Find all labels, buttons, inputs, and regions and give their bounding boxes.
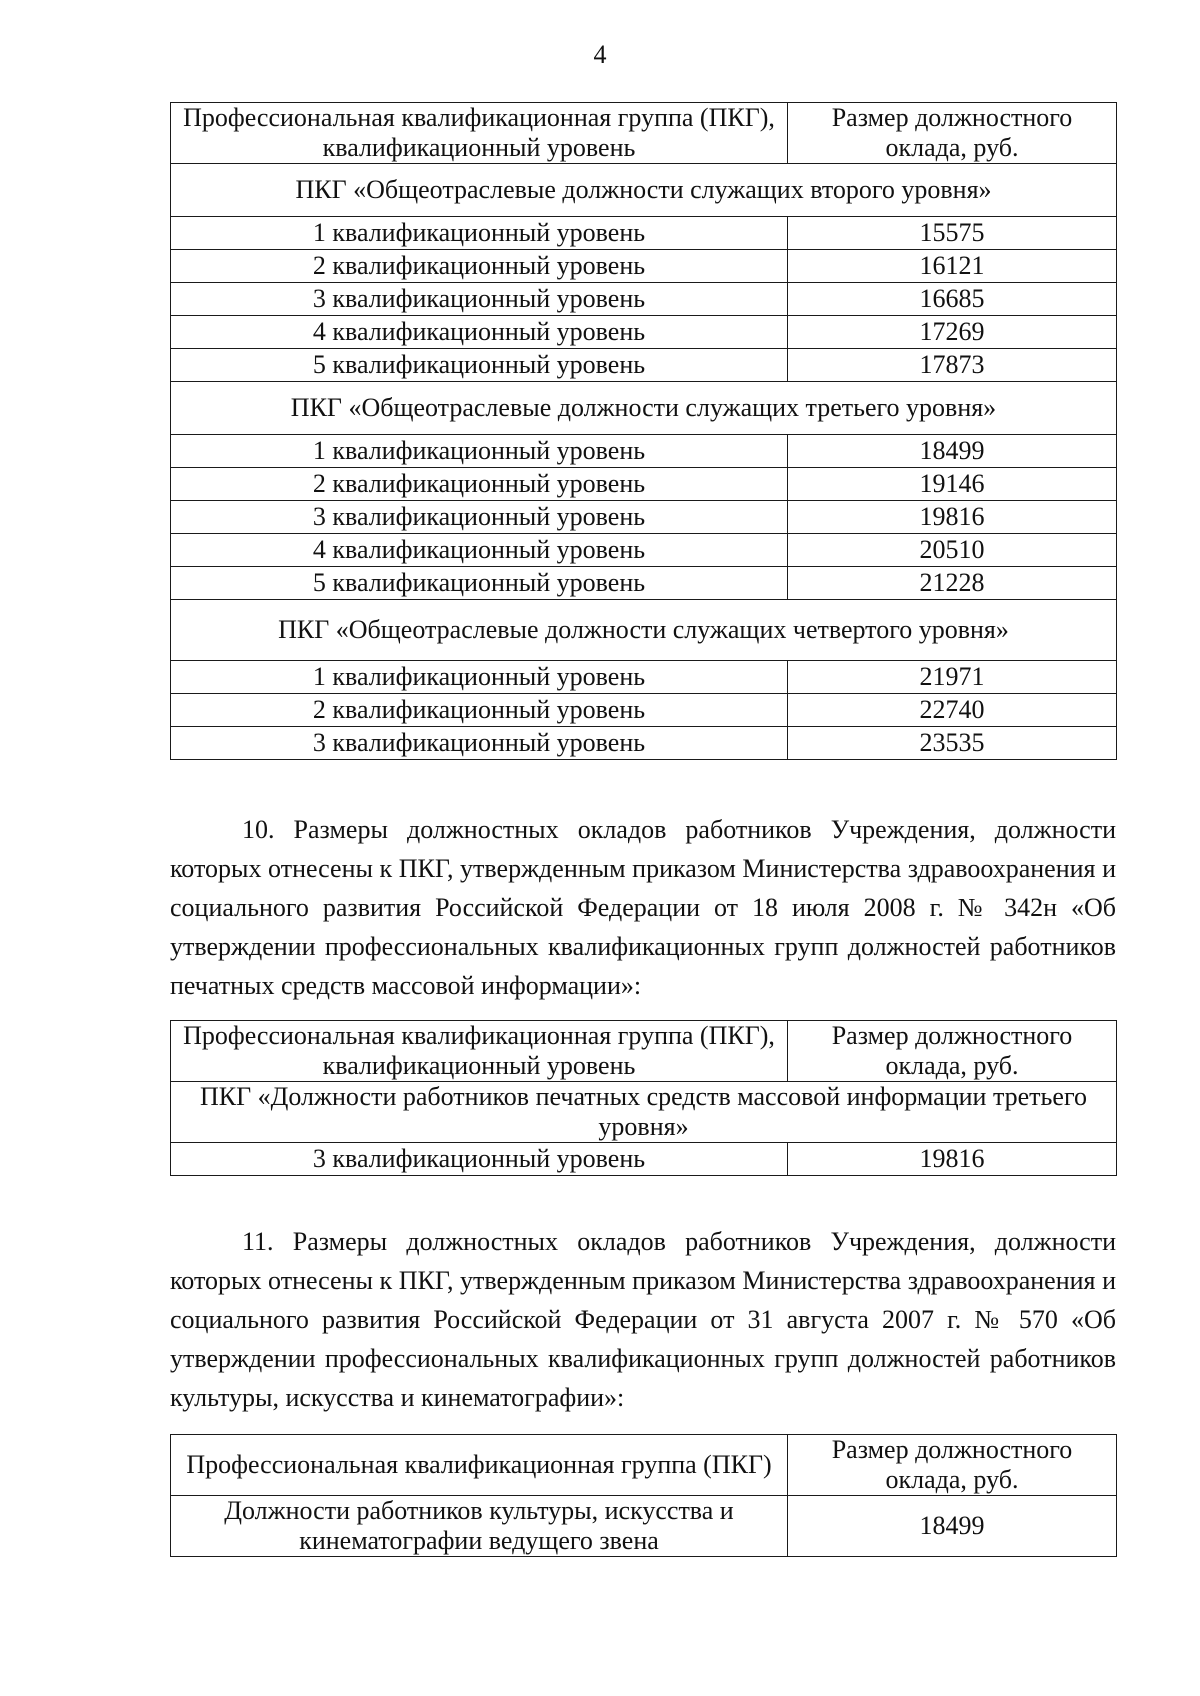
qualification-level: 2 квалификационный уровень [171, 250, 788, 283]
qualification-level: 1 квалификационный уровень [171, 217, 788, 250]
salary-value: 16685 [788, 283, 1117, 316]
table-header-row [171, 103, 1117, 164]
table-header-row [171, 1021, 1117, 1082]
salary-value: 23535 [788, 727, 1117, 760]
salary-table-press-workers [170, 1020, 1117, 1176]
salary-value: 19816 [788, 1143, 1117, 1176]
table-row [171, 349, 1117, 382]
salary-value: 17269 [788, 316, 1117, 349]
group-title: ПКГ «Должности работников печатных средств массовой информации третьего уровня» [171, 1082, 1117, 1143]
group-row [171, 382, 1117, 435]
table-row [171, 468, 1117, 501]
paragraph-11: 11. Размеры должностных окладов работников Учреждения, должности которых отнесены к ПКГ, утвержденным приказом Министерства здравоохранения и социального развития Российской Федерации от 31 августа 2007 г. № 570 «Об утверждении профессиональных квалификационных групп должностей работников культуры, искусства и кинематографии»: [170, 1227, 1116, 1412]
group-row [171, 600, 1117, 661]
group-title: ПКГ «Общеотраслевые должности служащих четвертого уровня» [171, 600, 1117, 661]
table-row [171, 694, 1117, 727]
salary-value: 17873 [788, 349, 1117, 382]
salary-value: 16121 [788, 250, 1117, 283]
table-header-row [171, 1435, 1117, 1496]
qualification-level: 1 квалификационный уровень [171, 661, 788, 694]
header-group-level: Профессиональная квалификационная группа (ПКГ), квалификационный уровень [171, 1021, 788, 1082]
salary-value: 15575 [788, 217, 1117, 250]
qualification-level: 5 квалификационный уровень [171, 349, 788, 382]
group-row [171, 1082, 1117, 1143]
table-row [171, 1143, 1117, 1176]
position-group: Должности работников культуры, искусства и кинематографии ведущего звена [171, 1496, 788, 1557]
group-title: ПКГ «Общеотраслевые должности служащих третьего уровня» [171, 382, 1117, 435]
table-row [171, 501, 1117, 534]
salary-value: 18499 [788, 435, 1117, 468]
group-row [171, 164, 1117, 217]
salary-value: 21971 [788, 661, 1117, 694]
qualification-level: 3 квалификационный уровень [171, 1143, 788, 1176]
header-salary: Размер должностного оклада, руб. [788, 1435, 1117, 1496]
table-row [171, 217, 1117, 250]
table-row [171, 661, 1117, 694]
salary-value: 19816 [788, 501, 1117, 534]
header-salary: Размер должностного оклада, руб. [788, 103, 1117, 164]
salary-table-general-positions [170, 102, 1117, 760]
qualification-level: 3 квалификационный уровень [171, 283, 788, 316]
group-title: ПКГ «Общеотраслевые должности служащих второго уровня» [171, 164, 1117, 217]
salary-value: 21228 [788, 567, 1117, 600]
salary-value: 19146 [788, 468, 1117, 501]
table-row [171, 283, 1117, 316]
header-group-level: Профессиональная квалификационная группа (ПКГ), квалификационный уровень [171, 103, 788, 164]
qualification-level: 1 квалификационный уровень [171, 435, 788, 468]
header-group: Профессиональная квалификационная группа (ПКГ) [171, 1435, 788, 1496]
salary-table-culture-workers [170, 1434, 1117, 1557]
qualification-level: 4 квалификационный уровень [171, 316, 788, 349]
table-row [171, 567, 1117, 600]
table-row [171, 316, 1117, 349]
table-row [171, 534, 1117, 567]
table-row [171, 1496, 1117, 1557]
qualification-level: 2 квалификационный уровень [171, 468, 788, 501]
paragraph-10: 10. Размеры должностных окладов работников Учреждения, должности которых отнесены к ПКГ, утвержденным приказом Министерства здравоохранения и социального развития Российской Федерации от 18 июля 2008 г. № 342н «Об утверждении профессиональных квалификационных групп должностей работников печатных средств массовой информации»: [170, 815, 1116, 1000]
table-row [171, 435, 1117, 468]
page-number: 4 [593, 40, 607, 69]
qualification-level: 3 квалификационный уровень [171, 501, 788, 534]
qualification-level: 5 квалификационный уровень [171, 567, 788, 600]
qualification-level: 4 квалификационный уровень [171, 534, 788, 567]
salary-value: 20510 [788, 534, 1117, 567]
salary-value: 18499 [788, 1496, 1117, 1557]
qualification-level: 2 квалификационный уровень [171, 694, 788, 727]
salary-value: 22740 [788, 694, 1117, 727]
table-row [171, 250, 1117, 283]
qualification-level: 3 квалификационный уровень [171, 727, 788, 760]
table-row [171, 727, 1117, 760]
header-salary: Размер должностного оклада, руб. [788, 1021, 1117, 1082]
